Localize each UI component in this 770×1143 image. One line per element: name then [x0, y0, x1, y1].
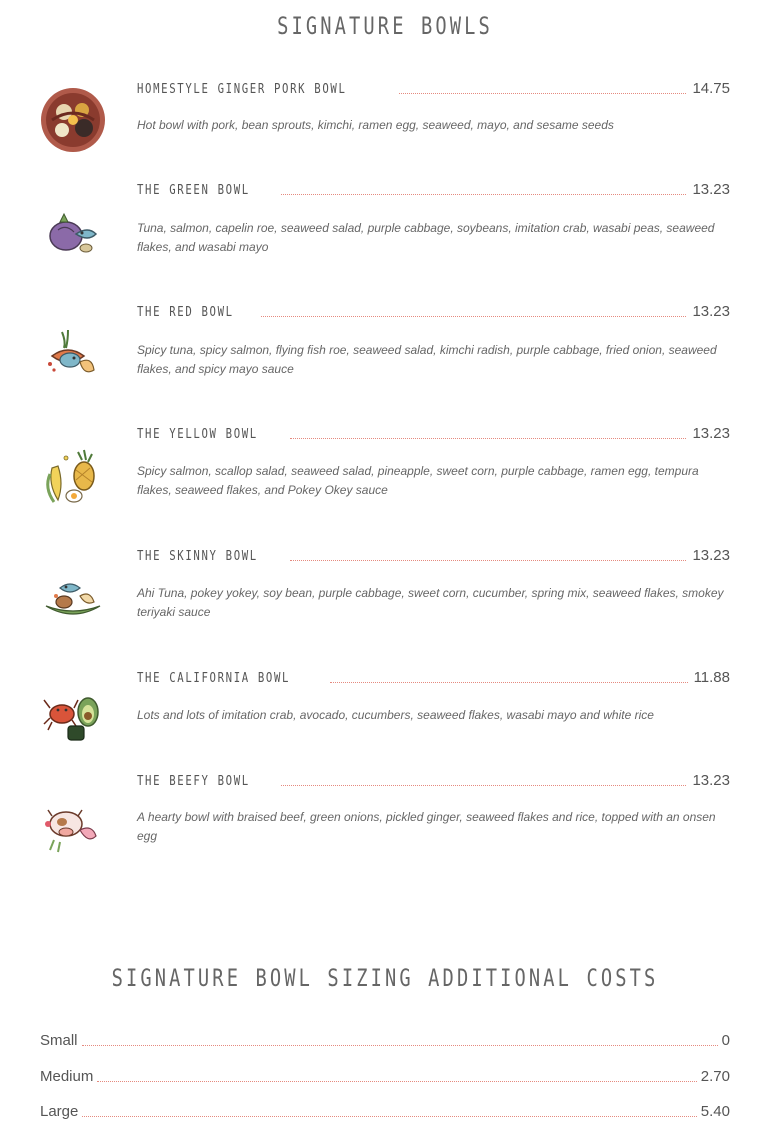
menu-item-description: Spicy tuna, spicy salmon, flying fish roe, seaweed salad, kimchi radish, purple cabbage, fried onion, seaweed flakes, and spicy mayo sauce	[137, 343, 717, 376]
size-row-small	[40, 1029, 730, 1049]
dot-leader	[399, 92, 687, 94]
size-label: Large	[40, 1103, 79, 1120]
menu-item-description: Tuna, salmon, capelin roe, seaweed salad, purple cabbage, soybeans, imitation crab, wasabi peas, seaweed flakes, and wasabi mayo	[137, 221, 715, 254]
menu-item-description: Lots and lots of imitation crab, avocado, cucumbers, seaweed flakes, wasabi mayo and white rice	[137, 708, 654, 722]
fish-greens-illustration-icon	[40, 566, 106, 632]
sizing-section-title: SIGNATURE BOWL SIZING ADDITIONAL COSTS	[111, 964, 659, 992]
dot-leader	[281, 193, 687, 195]
menu-item-price: 13.23	[692, 772, 730, 789]
menu-item-name: THE SKINNY BOWL	[137, 549, 258, 564]
dot-leader	[82, 1115, 696, 1117]
menu-item-price: 14.75	[692, 80, 730, 97]
size-label: Small	[40, 1032, 78, 1049]
size-row-medium	[40, 1065, 730, 1085]
size-price: 5.40	[700, 1103, 730, 1120]
menu-item-name: THE CALIFORNIA BOWL	[137, 671, 291, 686]
menu-item-price: 13.23	[692, 547, 730, 564]
size-label: Medium	[40, 1068, 94, 1085]
pineapple-corn-illustration-icon	[40, 444, 106, 510]
dot-leader	[330, 681, 688, 683]
dot-leader	[82, 1044, 718, 1046]
menu-item-name: THE YELLOW BOWL	[137, 427, 258, 442]
menu-item-header	[137, 300, 730, 320]
menu-item-description: Ahi Tuna, pokey yokey, soy bean, purple cabbage, sweet corn, cucumber, spring mix, seaweed flakes, smokey teriyaki sauce	[137, 586, 724, 619]
fish-cabbage-illustration-icon	[40, 200, 106, 266]
menu-item-header	[137, 666, 730, 686]
dot-leader	[261, 315, 687, 317]
menu-item-name: THE GREEN BOWL	[137, 183, 250, 198]
menu-item-description: Spicy salmon, scallop salad, seaweed salad, pineapple, sweet corn, purple cabbage, ramen egg, tempura flakes, seaweed flakes, and Pokey Okey sauce	[137, 464, 699, 497]
menu-item-header	[137, 422, 730, 442]
menu-item-description: Hot bowl with pork, bean sprouts, kimchi, ramen egg, seaweed, mayo, and sesame seeds	[137, 118, 614, 132]
size-price: 0	[721, 1032, 730, 1049]
dot-leader	[290, 437, 686, 439]
menu-item-price: 13.23	[692, 303, 730, 320]
menu-item-header	[137, 77, 730, 97]
menu-item-price: 11.88	[693, 669, 730, 686]
menu-item-header	[137, 769, 730, 789]
menu-item-header	[137, 178, 730, 198]
crab-avocado-illustration-icon	[40, 684, 106, 750]
dot-leader	[281, 784, 687, 786]
menu-item-description: A hearty bowl with braised beef, green onions, pickled ginger, seaweed flakes and rice, topped with an onsen egg	[137, 810, 716, 843]
size-row-large	[40, 1100, 730, 1120]
menu-item-price: 13.23	[692, 425, 730, 442]
dot-leader	[290, 559, 686, 561]
size-price: 2.70	[700, 1068, 730, 1085]
menu-item-header	[137, 544, 730, 564]
menu-item-price: 13.23	[692, 181, 730, 198]
fish-radish-illustration-icon	[40, 322, 106, 388]
bowls-section-title: SIGNATURE BOWLS	[277, 12, 493, 40]
dot-leader	[97, 1080, 696, 1082]
menu-item-name: HOMESTYLE GINGER PORK BOWL	[137, 82, 347, 97]
ginger-pork-bowl-photo-icon	[40, 86, 106, 152]
menu-item-name: THE BEEFY BOWL	[137, 774, 250, 789]
cow-ginger-illustration-icon	[40, 794, 106, 860]
menu-item-name: THE RED BOWL	[137, 305, 234, 320]
